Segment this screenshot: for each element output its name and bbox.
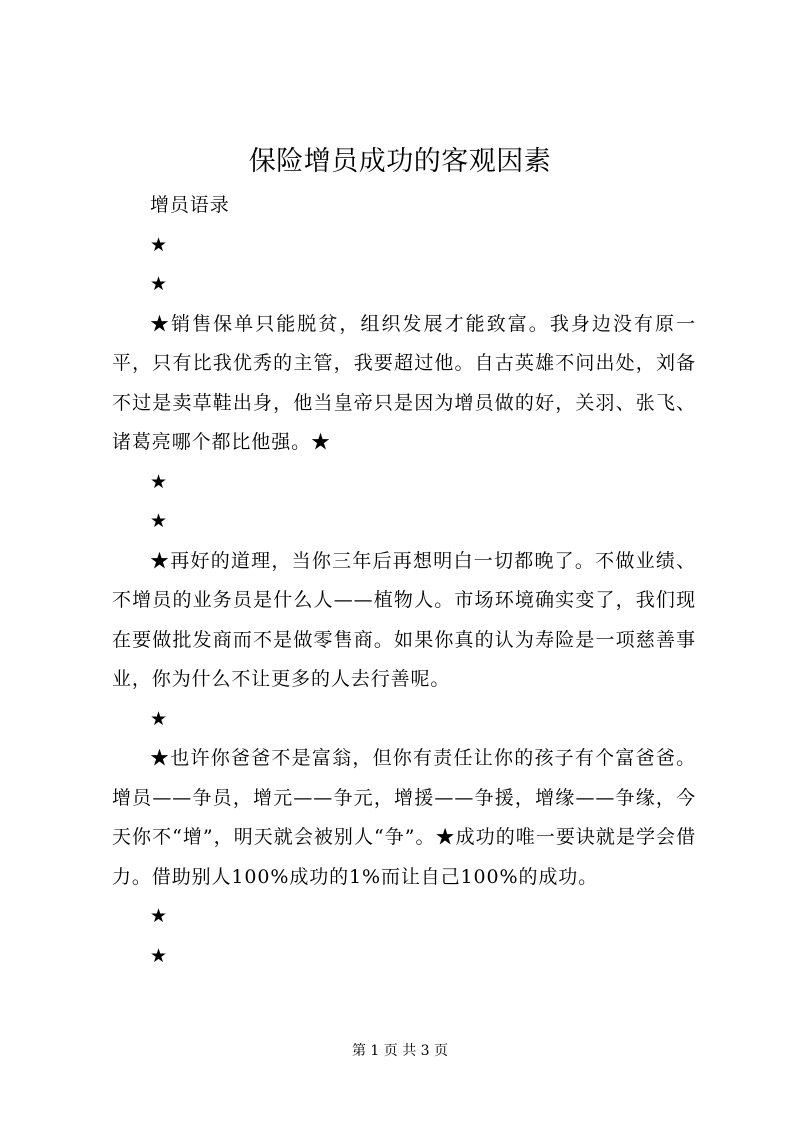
paragraph: ★也许你爸爸不是富翁，但你有责任让你的孩子有个富爸爸。增员——争员，增元——争元，增援——争援，增缘——争缘，今天你不“增”，明天就会被别人“争”。★成功的唯一要诀就是学会借力。借助别人100%成功的1%而让自己100%的成功。 — [112, 747, 696, 888]
page-footer: 第 1 页 共 3 页 — [351, 1043, 449, 1059]
star-divider: ★ — [150, 707, 168, 730]
paragraph: ★再好的道理，当你三年后再想明白一切都晚了。不做业绩、不增员的业务员是什么人——植物人。市场环境确实变了，我们现在要做批发商而不是做零售商。如果你真的认为寿险是一项慈善事业，你为什么不让更多的人去行善呢。 — [112, 549, 696, 690]
paragraph: ★销售保单只能脱贫，组织发展才能致富。我身边没有原一平，只有比我优秀的主管，我要超过他。自古英雄不问出处，刘备不过是卖草鞋出身，他当皇帝只是因为增员做的好，关羽、张飞、诸葛亮哪个都比他强。★ — [112, 312, 696, 453]
star-divider: ★ — [150, 944, 168, 967]
star-divider: ★ — [150, 905, 168, 927]
star-divider: ★ — [150, 233, 168, 256]
star-divider: ★ — [150, 510, 168, 532]
paragraph-heading: 增员语录 — [150, 194, 230, 216]
document-body — [112, 186, 696, 976]
page-title: 保险增员成功的客观因素 — [248, 146, 552, 177]
star-divider: ★ — [150, 273, 168, 295]
star-divider: ★ — [150, 470, 168, 493]
